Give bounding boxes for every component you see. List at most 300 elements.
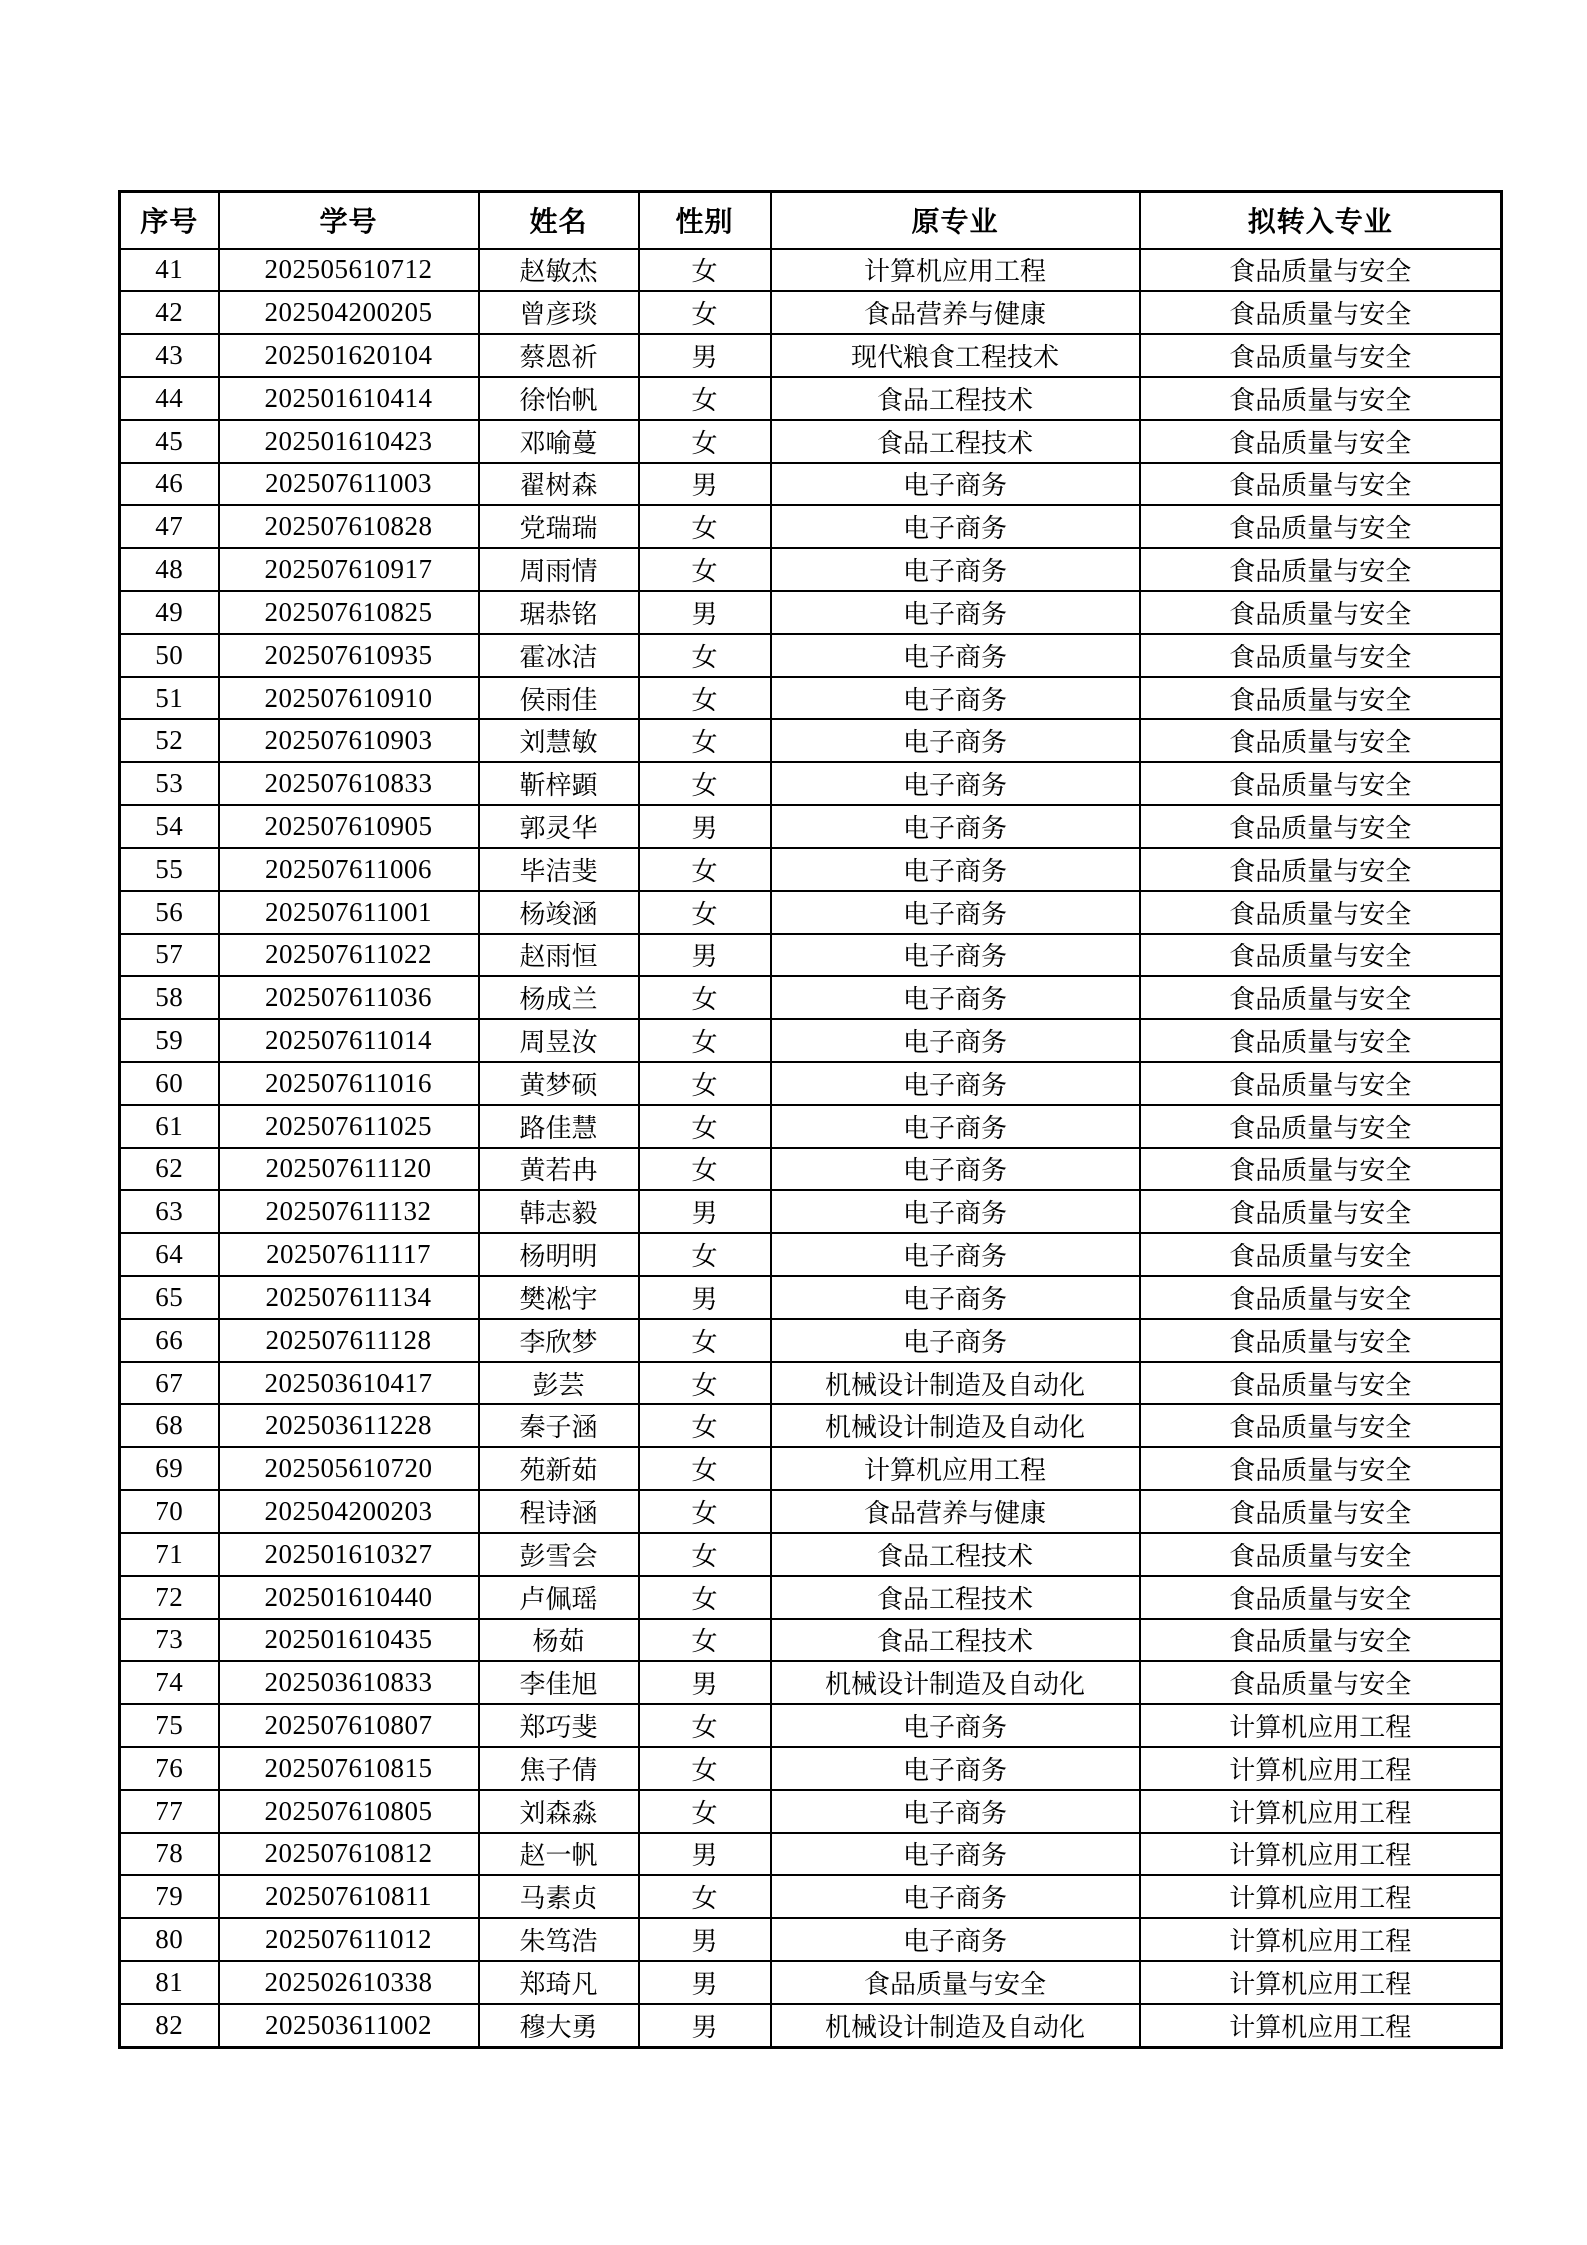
table-row <box>120 1404 1502 1447</box>
cell-target-major: 食品质量与安全 <box>1140 1362 1502 1405</box>
cell-student-id: 202507610805 <box>219 1790 479 1833</box>
cell-serial-number: 43 <box>120 334 219 377</box>
cell-name: 赵雨恒 <box>479 934 639 977</box>
cell-target-major: 食品质量与安全 <box>1140 1233 1502 1276</box>
table-row <box>120 1619 1502 1662</box>
table-row <box>120 505 1502 548</box>
cell-student-id: 202507611014 <box>219 1019 479 1062</box>
cell-target-major: 食品质量与安全 <box>1140 762 1502 805</box>
cell-gender: 男 <box>639 1961 771 2004</box>
header-original-major: 原专业 <box>771 192 1140 249</box>
cell-original-major: 计算机应用工程 <box>771 249 1140 292</box>
cell-student-id: 202507611132 <box>219 1190 479 1233</box>
cell-gender: 女 <box>639 505 771 548</box>
cell-original-major: 食品工程技术 <box>771 1576 1140 1619</box>
header-serial-number: 序号 <box>120 192 219 249</box>
cell-name: 郑琦凡 <box>479 1961 639 2004</box>
cell-student-id: 202507610811 <box>219 1875 479 1918</box>
table-row <box>120 548 1502 591</box>
cell-serial-number: 45 <box>120 420 219 463</box>
cell-name: 党瑞瑞 <box>479 505 639 548</box>
student-transfer-table <box>118 190 1503 2049</box>
cell-original-major: 食品营养与健康 <box>771 1490 1140 1533</box>
cell-name: 杨成兰 <box>479 976 639 1019</box>
cell-gender: 女 <box>639 1704 771 1747</box>
header-row <box>120 192 1502 249</box>
cell-gender: 男 <box>639 463 771 506</box>
cell-serial-number: 57 <box>120 934 219 977</box>
cell-name: 周昱汝 <box>479 1019 639 1062</box>
cell-original-major: 电子商务 <box>771 805 1140 848</box>
cell-name: 刘森淼 <box>479 1790 639 1833</box>
cell-original-major: 电子商务 <box>771 1233 1140 1276</box>
cell-name: 侯雨佳 <box>479 677 639 720</box>
cell-name: 徐怡帆 <box>479 377 639 420</box>
table-row <box>120 1233 1502 1276</box>
cell-student-id: 202507610905 <box>219 805 479 848</box>
cell-student-id: 202505610712 <box>219 249 479 292</box>
cell-gender: 女 <box>639 1790 771 1833</box>
cell-serial-number: 51 <box>120 677 219 720</box>
cell-serial-number: 63 <box>120 1190 219 1233</box>
cell-serial-number: 64 <box>120 1233 219 1276</box>
table-row <box>120 1447 1502 1490</box>
table-row <box>120 976 1502 1019</box>
cell-name: 卢佩瑶 <box>479 1576 639 1619</box>
cell-gender: 男 <box>639 334 771 377</box>
cell-original-major: 电子商务 <box>771 548 1140 591</box>
cell-gender: 男 <box>639 1276 771 1319</box>
cell-target-major: 计算机应用工程 <box>1140 1747 1502 1790</box>
header-student-id: 学号 <box>219 192 479 249</box>
cell-target-major: 食品质量与安全 <box>1140 505 1502 548</box>
cell-gender: 男 <box>639 805 771 848</box>
cell-serial-number: 54 <box>120 805 219 848</box>
cell-student-id: 202507611025 <box>219 1105 479 1148</box>
cell-target-major: 食品质量与安全 <box>1140 891 1502 934</box>
cell-serial-number: 66 <box>120 1319 219 1362</box>
cell-original-major: 电子商务 <box>771 934 1140 977</box>
header-target-major: 拟转入专业 <box>1140 192 1502 249</box>
cell-original-major: 电子商务 <box>771 505 1140 548</box>
cell-name: 刘慧敏 <box>479 719 639 762</box>
cell-serial-number: 56 <box>120 891 219 934</box>
cell-name: 蔡恩祈 <box>479 334 639 377</box>
cell-name: 樊凇宇 <box>479 1276 639 1319</box>
cell-gender: 女 <box>639 891 771 934</box>
cell-student-id: 202507610910 <box>219 677 479 720</box>
table-row <box>120 1747 1502 1790</box>
cell-gender: 男 <box>639 1190 771 1233</box>
table-row <box>120 1148 1502 1191</box>
cell-target-major: 食品质量与安全 <box>1140 1576 1502 1619</box>
table-row <box>120 1319 1502 1362</box>
cell-serial-number: 75 <box>120 1704 219 1747</box>
cell-name: 赵一帆 <box>479 1833 639 1876</box>
cell-gender: 女 <box>639 677 771 720</box>
cell-gender: 女 <box>639 420 771 463</box>
cell-target-major: 食品质量与安全 <box>1140 377 1502 420</box>
cell-serial-number: 52 <box>120 719 219 762</box>
cell-target-major: 计算机应用工程 <box>1140 1704 1502 1747</box>
cell-student-id: 202507611117 <box>219 1233 479 1276</box>
cell-target-major: 食品质量与安全 <box>1140 249 1502 292</box>
cell-original-major: 电子商务 <box>771 1704 1140 1747</box>
cell-target-major: 食品质量与安全 <box>1140 1062 1502 1105</box>
table-row <box>120 1490 1502 1533</box>
cell-original-major: 电子商务 <box>771 1062 1140 1105</box>
cell-original-major: 电子商务 <box>771 1747 1140 1790</box>
cell-student-id: 202507610815 <box>219 1747 479 1790</box>
cell-target-major: 食品质量与安全 <box>1140 591 1502 634</box>
cell-serial-number: 65 <box>120 1276 219 1319</box>
cell-student-id: 202507610935 <box>219 634 479 677</box>
cell-original-major: 电子商务 <box>771 1148 1140 1191</box>
cell-original-major: 计算机应用工程 <box>771 1447 1140 1490</box>
table-row <box>120 1105 1502 1148</box>
cell-gender: 女 <box>639 848 771 891</box>
cell-name: 杨明明 <box>479 1233 639 1276</box>
cell-serial-number: 77 <box>120 1790 219 1833</box>
cell-student-id: 202501610423 <box>219 420 479 463</box>
cell-gender: 女 <box>639 762 771 805</box>
cell-name: 苑新茹 <box>479 1447 639 1490</box>
cell-name: 赵敏杰 <box>479 249 639 292</box>
cell-name: 彭雪会 <box>479 1533 639 1576</box>
table-row <box>120 591 1502 634</box>
cell-target-major: 食品质量与安全 <box>1140 634 1502 677</box>
header-gender: 性别 <box>639 192 771 249</box>
cell-original-major: 电子商务 <box>771 634 1140 677</box>
cell-original-major: 机械设计制造及自动化 <box>771 1362 1140 1405</box>
cell-target-major: 计算机应用工程 <box>1140 1961 1502 2004</box>
cell-gender: 女 <box>639 1619 771 1662</box>
table-row <box>120 420 1502 463</box>
table-row <box>120 634 1502 677</box>
cell-target-major: 食品质量与安全 <box>1140 1447 1502 1490</box>
cell-student-id: 202507610917 <box>219 548 479 591</box>
cell-student-id: 202501610435 <box>219 1619 479 1662</box>
cell-student-id: 202507611003 <box>219 463 479 506</box>
cell-original-major: 现代粮食工程技术 <box>771 334 1140 377</box>
cell-original-major: 食品质量与安全 <box>771 1961 1140 2004</box>
cell-gender: 女 <box>639 548 771 591</box>
cell-original-major: 电子商务 <box>771 591 1140 634</box>
table-row <box>120 1062 1502 1105</box>
cell-original-major: 电子商务 <box>771 1105 1140 1148</box>
cell-student-id: 202507611022 <box>219 934 479 977</box>
cell-original-major: 电子商务 <box>771 1790 1140 1833</box>
cell-gender: 女 <box>639 634 771 677</box>
cell-name: 霍冰洁 <box>479 634 639 677</box>
cell-target-major: 食品质量与安全 <box>1140 1661 1502 1704</box>
cell-gender: 女 <box>639 1233 771 1276</box>
cell-serial-number: 58 <box>120 976 219 1019</box>
cell-original-major: 电子商务 <box>771 1319 1140 1362</box>
cell-gender: 女 <box>639 1319 771 1362</box>
cell-target-major: 计算机应用工程 <box>1140 1833 1502 1876</box>
table-row <box>120 1704 1502 1747</box>
cell-name: 曾彦琰 <box>479 291 639 334</box>
cell-name: 李佳旭 <box>479 1661 639 1704</box>
table-row <box>120 848 1502 891</box>
cell-target-major: 计算机应用工程 <box>1140 1790 1502 1833</box>
cell-target-major: 食品质量与安全 <box>1140 976 1502 1019</box>
cell-target-major: 食品质量与安全 <box>1140 291 1502 334</box>
cell-target-major: 食品质量与安全 <box>1140 848 1502 891</box>
cell-serial-number: 72 <box>120 1576 219 1619</box>
cell-serial-number: 48 <box>120 548 219 591</box>
table-row <box>120 291 1502 334</box>
cell-name: 朱笃浩 <box>479 1918 639 1961</box>
cell-student-id: 202507611134 <box>219 1276 479 1319</box>
cell-original-major: 电子商务 <box>771 1019 1140 1062</box>
cell-target-major: 食品质量与安全 <box>1140 463 1502 506</box>
cell-gender: 男 <box>639 934 771 977</box>
cell-serial-number: 73 <box>120 1619 219 1662</box>
cell-original-major: 电子商务 <box>771 848 1140 891</box>
cell-student-id: 202507610903 <box>219 719 479 762</box>
cell-original-major: 电子商务 <box>771 1833 1140 1876</box>
cell-serial-number: 67 <box>120 1362 219 1405</box>
cell-student-id: 202507611016 <box>219 1062 479 1105</box>
cell-name: 杨茹 <box>479 1619 639 1662</box>
cell-gender: 女 <box>639 719 771 762</box>
table-row <box>120 1362 1502 1405</box>
cell-serial-number: 70 <box>120 1490 219 1533</box>
cell-original-major: 机械设计制造及自动化 <box>771 2004 1140 2048</box>
cell-original-major: 电子商务 <box>771 719 1140 762</box>
cell-serial-number: 53 <box>120 762 219 805</box>
cell-target-major: 食品质量与安全 <box>1140 934 1502 977</box>
cell-gender: 男 <box>639 1661 771 1704</box>
cell-target-major: 食品质量与安全 <box>1140 1319 1502 1362</box>
table-row <box>120 249 1502 292</box>
cell-original-major: 电子商务 <box>771 976 1140 1019</box>
cell-target-major: 食品质量与安全 <box>1140 1105 1502 1148</box>
cell-target-major: 食品质量与安全 <box>1140 719 1502 762</box>
cell-original-major: 电子商务 <box>771 1190 1140 1233</box>
cell-serial-number: 61 <box>120 1105 219 1148</box>
cell-gender: 女 <box>639 1490 771 1533</box>
cell-original-major: 电子商务 <box>771 1276 1140 1319</box>
cell-name: 郑巧斐 <box>479 1704 639 1747</box>
cell-gender: 女 <box>639 1875 771 1918</box>
cell-original-major: 电子商务 <box>771 1875 1140 1918</box>
cell-name: 毕洁斐 <box>479 848 639 891</box>
cell-student-id: 202503610833 <box>219 1661 479 1704</box>
cell-gender: 女 <box>639 291 771 334</box>
cell-serial-number: 50 <box>120 634 219 677</box>
cell-serial-number: 47 <box>120 505 219 548</box>
table-row <box>120 891 1502 934</box>
table-row <box>120 1790 1502 1833</box>
cell-original-major: 机械设计制造及自动化 <box>771 1661 1140 1704</box>
cell-student-id: 202501610327 <box>219 1533 479 1576</box>
table-row <box>120 1961 1502 2004</box>
cell-gender: 女 <box>639 1148 771 1191</box>
cell-target-major: 食品质量与安全 <box>1140 1404 1502 1447</box>
cell-gender: 男 <box>639 1833 771 1876</box>
cell-target-major: 食品质量与安全 <box>1140 677 1502 720</box>
cell-serial-number: 44 <box>120 377 219 420</box>
cell-target-major: 计算机应用工程 <box>1140 1875 1502 1918</box>
table-row <box>120 1918 1502 1961</box>
cell-serial-number: 74 <box>120 1661 219 1704</box>
table-row <box>120 334 1502 377</box>
table-row <box>120 805 1502 848</box>
table-row <box>120 377 1502 420</box>
table-row <box>120 677 1502 720</box>
cell-serial-number: 49 <box>120 591 219 634</box>
cell-student-id: 202507610833 <box>219 762 479 805</box>
cell-name: 焦子倩 <box>479 1747 639 1790</box>
cell-student-id: 202507610825 <box>219 591 479 634</box>
cell-serial-number: 79 <box>120 1875 219 1918</box>
cell-gender: 女 <box>639 1062 771 1105</box>
cell-original-major: 食品营养与健康 <box>771 291 1140 334</box>
table-row <box>120 1276 1502 1319</box>
cell-target-major: 计算机应用工程 <box>1140 1918 1502 1961</box>
cell-student-id: 202507610812 <box>219 1833 479 1876</box>
cell-student-id: 202507610828 <box>219 505 479 548</box>
cell-serial-number: 78 <box>120 1833 219 1876</box>
cell-name: 李欣梦 <box>479 1319 639 1362</box>
cell-gender: 女 <box>639 1105 771 1148</box>
cell-name: 秦子涵 <box>479 1404 639 1447</box>
cell-student-id: 202505610720 <box>219 1447 479 1490</box>
cell-serial-number: 46 <box>120 463 219 506</box>
table-row <box>120 1833 1502 1876</box>
cell-target-major: 食品质量与安全 <box>1140 420 1502 463</box>
cell-target-major: 食品质量与安全 <box>1140 1490 1502 1533</box>
cell-serial-number: 59 <box>120 1019 219 1062</box>
cell-serial-number: 62 <box>120 1148 219 1191</box>
table-row <box>120 1533 1502 1576</box>
cell-gender: 女 <box>639 1447 771 1490</box>
cell-target-major: 食品质量与安全 <box>1140 1190 1502 1233</box>
cell-name: 周雨情 <box>479 548 639 591</box>
cell-gender: 男 <box>639 591 771 634</box>
cell-student-id: 202507611012 <box>219 1918 479 1961</box>
cell-gender: 女 <box>639 1576 771 1619</box>
cell-gender: 女 <box>639 976 771 1019</box>
cell-student-id: 202503611228 <box>219 1404 479 1447</box>
cell-name: 马素贞 <box>479 1875 639 1918</box>
cell-student-id: 202501610414 <box>219 377 479 420</box>
cell-target-major: 食品质量与安全 <box>1140 1276 1502 1319</box>
cell-gender: 女 <box>639 1362 771 1405</box>
table-row <box>120 1875 1502 1918</box>
cell-name: 邓喻蔓 <box>479 420 639 463</box>
cell-target-major: 食品质量与安全 <box>1140 1619 1502 1662</box>
cell-gender: 女 <box>639 1533 771 1576</box>
cell-student-id: 202507611036 <box>219 976 479 1019</box>
cell-name: 韩志毅 <box>479 1190 639 1233</box>
cell-name: 穆大勇 <box>479 2004 639 2048</box>
cell-name: 黄若冉 <box>479 1148 639 1191</box>
cell-name: 翟树森 <box>479 463 639 506</box>
table-row <box>120 1661 1502 1704</box>
cell-target-major: 计算机应用工程 <box>1140 2004 1502 2048</box>
cell-student-id: 202504200203 <box>219 1490 479 1533</box>
cell-original-major: 电子商务 <box>771 891 1140 934</box>
cell-serial-number: 81 <box>120 1961 219 2004</box>
cell-gender: 女 <box>639 1019 771 1062</box>
cell-student-id: 202503610417 <box>219 1362 479 1405</box>
cell-target-major: 食品质量与安全 <box>1140 1148 1502 1191</box>
cell-student-id: 202504200205 <box>219 291 479 334</box>
cell-student-id: 202501610440 <box>219 1576 479 1619</box>
cell-target-major: 食品质量与安全 <box>1140 334 1502 377</box>
table-row <box>120 2004 1502 2048</box>
cell-original-major: 食品工程技术 <box>771 1619 1140 1662</box>
cell-name: 路佳慧 <box>479 1105 639 1148</box>
cell-student-id: 202502610338 <box>219 1961 479 2004</box>
table-row <box>120 1190 1502 1233</box>
cell-original-major: 食品工程技术 <box>771 377 1140 420</box>
header-name: 姓名 <box>479 192 639 249</box>
cell-name: 程诗涵 <box>479 1490 639 1533</box>
table-row <box>120 762 1502 805</box>
cell-student-id: 202507611006 <box>219 848 479 891</box>
cell-student-id: 202503611002 <box>219 2004 479 2048</box>
cell-serial-number: 71 <box>120 1533 219 1576</box>
cell-original-major: 食品工程技术 <box>771 1533 1140 1576</box>
cell-target-major: 食品质量与安全 <box>1140 1533 1502 1576</box>
cell-serial-number: 68 <box>120 1404 219 1447</box>
cell-serial-number: 82 <box>120 2004 219 2048</box>
cell-gender: 男 <box>639 1918 771 1961</box>
table-row <box>120 934 1502 977</box>
cell-target-major: 食品质量与安全 <box>1140 1019 1502 1062</box>
table-row <box>120 719 1502 762</box>
cell-target-major: 食品质量与安全 <box>1140 805 1502 848</box>
cell-name: 彭芸 <box>479 1362 639 1405</box>
cell-serial-number: 69 <box>120 1447 219 1490</box>
cell-student-id: 202507610807 <box>219 1704 479 1747</box>
table-row <box>120 1576 1502 1619</box>
cell-gender: 女 <box>639 1404 771 1447</box>
cell-original-major: 食品工程技术 <box>771 420 1140 463</box>
cell-serial-number: 76 <box>120 1747 219 1790</box>
cell-student-id: 202507611128 <box>219 1319 479 1362</box>
cell-original-major: 电子商务 <box>771 762 1140 805</box>
cell-original-major: 电子商务 <box>771 677 1140 720</box>
cell-name: 琚恭铭 <box>479 591 639 634</box>
cell-target-major: 食品质量与安全 <box>1140 548 1502 591</box>
cell-student-id: 202501620104 <box>219 334 479 377</box>
cell-gender: 男 <box>639 2004 771 2048</box>
cell-original-major: 电子商务 <box>771 1918 1140 1961</box>
cell-serial-number: 42 <box>120 291 219 334</box>
cell-name: 郭灵华 <box>479 805 639 848</box>
cell-original-major: 机械设计制造及自动化 <box>771 1404 1140 1447</box>
table-row <box>120 463 1502 506</box>
cell-serial-number: 60 <box>120 1062 219 1105</box>
cell-student-id: 202507611120 <box>219 1148 479 1191</box>
cell-serial-number: 55 <box>120 848 219 891</box>
cell-gender: 女 <box>639 377 771 420</box>
cell-original-major: 电子商务 <box>771 463 1140 506</box>
cell-gender: 女 <box>639 249 771 292</box>
cell-gender: 女 <box>639 1747 771 1790</box>
cell-name: 杨竣涵 <box>479 891 639 934</box>
cell-serial-number: 80 <box>120 1918 219 1961</box>
table-row <box>120 1019 1502 1062</box>
cell-name: 靳梓顕 <box>479 762 639 805</box>
cell-name: 黄梦硕 <box>479 1062 639 1105</box>
